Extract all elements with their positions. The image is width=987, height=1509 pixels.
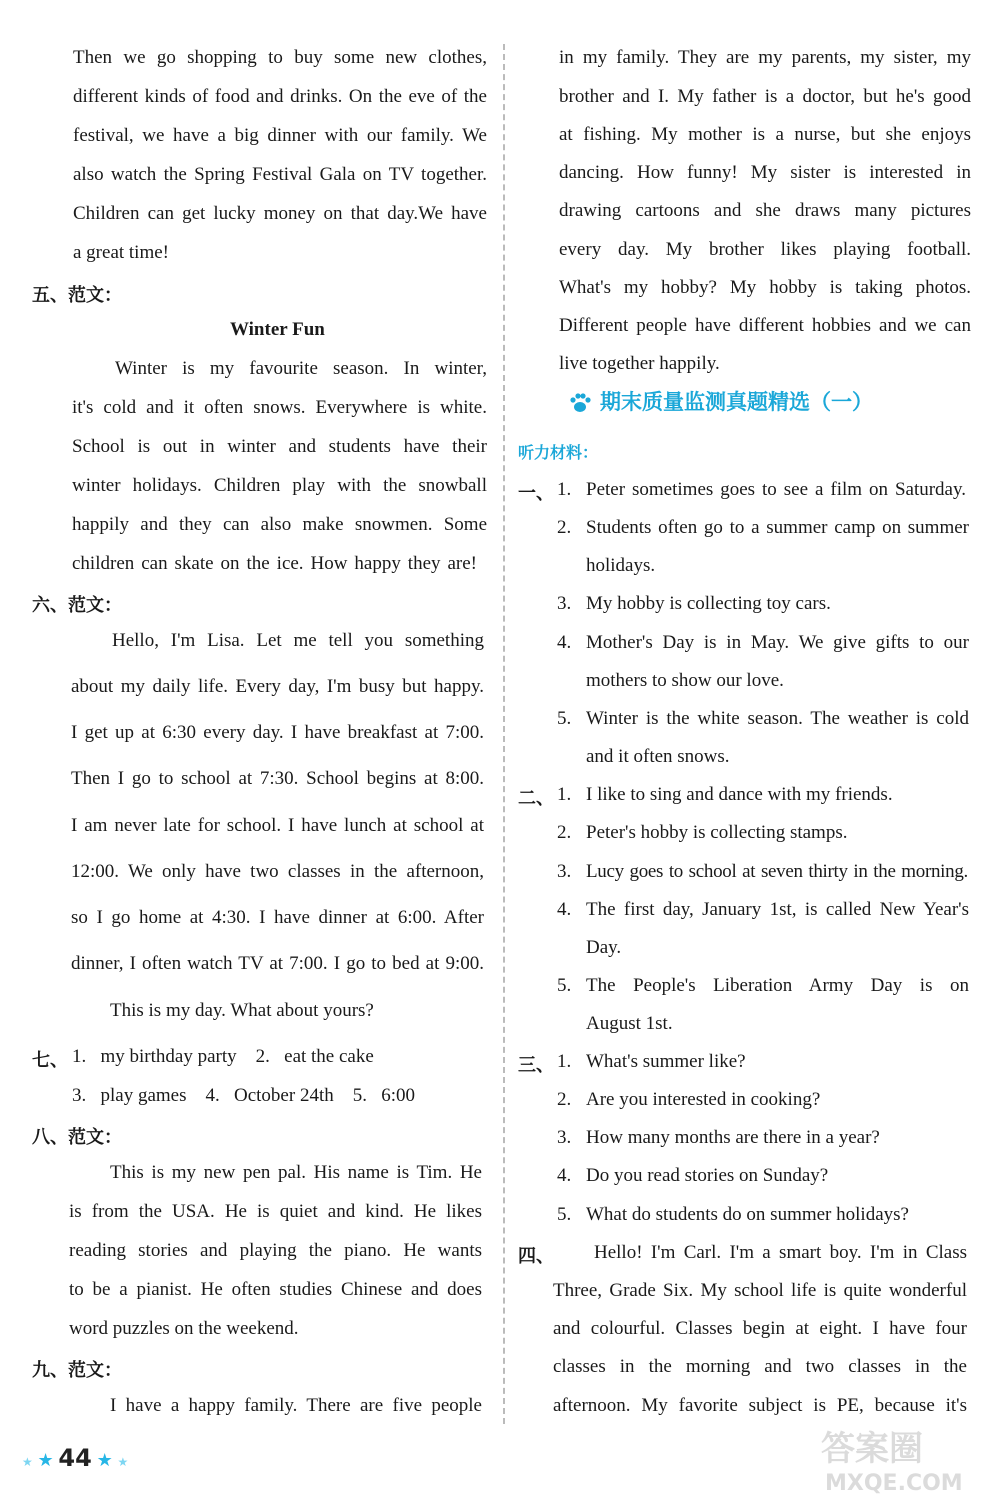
item-text: Peter sometimes goes to see a film on Saturday. (586, 479, 966, 500)
star-icon: ★ (37, 1450, 54, 1470)
section-title: 期末质量监测真题精选（一） (600, 390, 873, 414)
text-line: I get up at 6:30 every day. I have breakfast at 7:00. (71, 722, 484, 743)
star-icon: ★ (117, 1455, 129, 1469)
section-7-label: 七、 (32, 1050, 68, 1071)
text-line: to be a pianist. He often studies Chinese and does (69, 1279, 482, 1300)
text-line: brother and I. My father is a doctor, but he's good (559, 86, 971, 107)
text-line: it's cold and it often snows. Everywhere is white. (72, 397, 487, 418)
text-line: Winter is my favourite season. In winter, (115, 358, 487, 379)
item-text: Winter is the white season. The weather is cold (586, 708, 969, 729)
item-number: 1. (557, 1051, 572, 1072)
text-line: Hello, I'm Lisa. Let me tell you something (112, 630, 484, 651)
text-line: afternoon. My favorite subject is PE, because it's (553, 1395, 967, 1416)
item-text: What's summer like? (586, 1051, 746, 1072)
item-text: The People's Liberation Army Day is on (586, 975, 969, 996)
text-line: dinner, I often watch TV at 7:00. I go to bed at 9:00. (71, 953, 484, 974)
text-line: a great time! (73, 242, 170, 263)
item-number: 2. (557, 517, 572, 538)
text-line: What's my hobby? My hobby is taking photos. (559, 277, 971, 298)
text-line: drawing cartoons and she draws many pictures (559, 200, 971, 221)
section-9-label: 九、范文： (32, 1360, 122, 1381)
text-line: classes in the morning and two classes in the (553, 1356, 967, 1377)
answer-line: 1. my birthday party 2. eat the cake (72, 1046, 374, 1067)
item-text: Lucy goes to school at seven thirty in the morning. (586, 861, 968, 882)
item-text: Mother's Day is in May. We give gifts to our (586, 632, 969, 653)
item-number: 3. (557, 593, 572, 614)
item-number: 5. (557, 1204, 572, 1225)
text-line: winter holidays. Children play with the snowball (72, 475, 487, 496)
item-number: 1. (557, 784, 572, 805)
text-line: This is my day. What about yours? (110, 1000, 374, 1021)
item-text: August 1st. (586, 1013, 673, 1034)
section-8-label: 八、范文： (32, 1127, 122, 1148)
part-3-label: 三、 (518, 1055, 554, 1076)
text-line: Different people have different hobbies and we can (559, 315, 971, 336)
item-text: The first day, January 1st, is called New Year's (586, 899, 969, 920)
item-number: 4. (557, 632, 572, 653)
text-line: I have a happy family. There are five people (110, 1395, 482, 1416)
item-text: Do you read stories on Sunday? (586, 1165, 829, 1186)
text-line: is from the USA. He is quiet and kind. He likes (69, 1201, 482, 1222)
text-line: I am never late for school. I have lunch at school at (71, 815, 484, 836)
answer-line: 3. play games 4. October 24th 5. 6:00 (72, 1085, 416, 1106)
text-line: Then we go shopping to buy some new clothes, (73, 47, 487, 68)
item-text: Students often go to a summer camp on summer (586, 517, 969, 538)
page-number: 44 (58, 1444, 92, 1472)
item-number: 5. (557, 708, 572, 729)
text-line: so I go home at 4:30. I have dinner at 6:00. After (71, 907, 484, 928)
section-6-label: 六、范文： (32, 595, 122, 616)
text-line: Hello! I'm Carl. I'm a smart boy. I'm in Class (594, 1242, 967, 1263)
text-line: dancing. How funny! My sister is interested in (559, 162, 971, 183)
column-divider (503, 44, 505, 1424)
watermark-text: 答案圈 (821, 1429, 923, 1469)
item-text: My hobby is collecting toy cars. (586, 593, 831, 614)
item-text: Peter's hobby is collecting stamps. (586, 822, 848, 843)
item-number: 4. (557, 1165, 572, 1186)
item-number: 1. (557, 479, 572, 500)
item-text: How many months are there in a year? (586, 1127, 880, 1148)
item-number: 5. (557, 975, 572, 996)
item-text: mothers to show our love. (586, 670, 784, 691)
item-number: 4. (557, 899, 572, 920)
text-line: 12:00. We only have two classes in the afternoon, (71, 861, 484, 882)
paw-icon (568, 392, 592, 414)
part-1-label: 一、 (518, 483, 554, 504)
text-line: This is my new pen pal. His name is Tim. He (110, 1162, 482, 1183)
watermark-logo (811, 1418, 971, 1498)
text-line: happily and they can also make snowmen. Some (72, 514, 487, 535)
text-line: in my family. They are my parents, my sister, my (559, 47, 971, 68)
text-line: Children can get lucky money on that day.We have (73, 203, 487, 224)
text-line: School is out in winter and students have their (72, 436, 487, 457)
watermark-url: MXQE.COM (825, 1471, 963, 1496)
text-line: word puzzles on the weekend. (69, 1318, 299, 1339)
star-icon: ★ (96, 1450, 113, 1470)
text-line: about my daily life. Every day, I'm busy but happy. (71, 676, 484, 697)
part-4-label: 四、 (518, 1246, 554, 1267)
item-text: holidays. (586, 555, 656, 576)
item-text: Are you interested in cooking? (586, 1089, 821, 1110)
item-text: What do students do on summer holidays? (586, 1204, 909, 1225)
page-footer (22, 1444, 128, 1478)
text-line: Three, Grade Six. My school life is quite wonderful (553, 1280, 967, 1301)
item-number: 2. (557, 1089, 572, 1110)
text-line: children can skate on the ice. How happy they are! (72, 553, 477, 574)
item-text: and it often snows. (586, 746, 730, 767)
text-line: reading stories and playing the piano. He wants (69, 1240, 482, 1261)
essay-title: Winter Fun (230, 319, 325, 340)
part-2-label: 二、 (518, 788, 554, 809)
text-line: different kinds of food and drinks. On the eve of the (73, 86, 487, 107)
section-5-label: 五、范文： (32, 285, 122, 306)
star-icon: ★ (22, 1455, 33, 1469)
item-number: 3. (557, 1127, 572, 1148)
text-line: also watch the Spring Festival Gala on TV together. (73, 164, 487, 185)
text-line: live together happily. (559, 353, 720, 374)
item-number: 2. (557, 822, 572, 843)
text-line: and colourful. Classes begin at eight. I have four (553, 1318, 967, 1339)
text-line: festival, we have a big dinner with our family. We (73, 125, 487, 146)
item-number: 3. (557, 861, 572, 882)
listening-label: 听力材料： (518, 443, 599, 462)
text-line: every day. My brother likes playing football. (559, 239, 971, 260)
text-line: at fishing. My mother is a nurse, but she enjoys (559, 124, 971, 145)
item-text: Day. (586, 937, 622, 958)
item-text: I like to sing and dance with my friends. (586, 784, 893, 805)
text-line: Then I go to school at 7:30. School begins at 8:00. (71, 768, 484, 789)
